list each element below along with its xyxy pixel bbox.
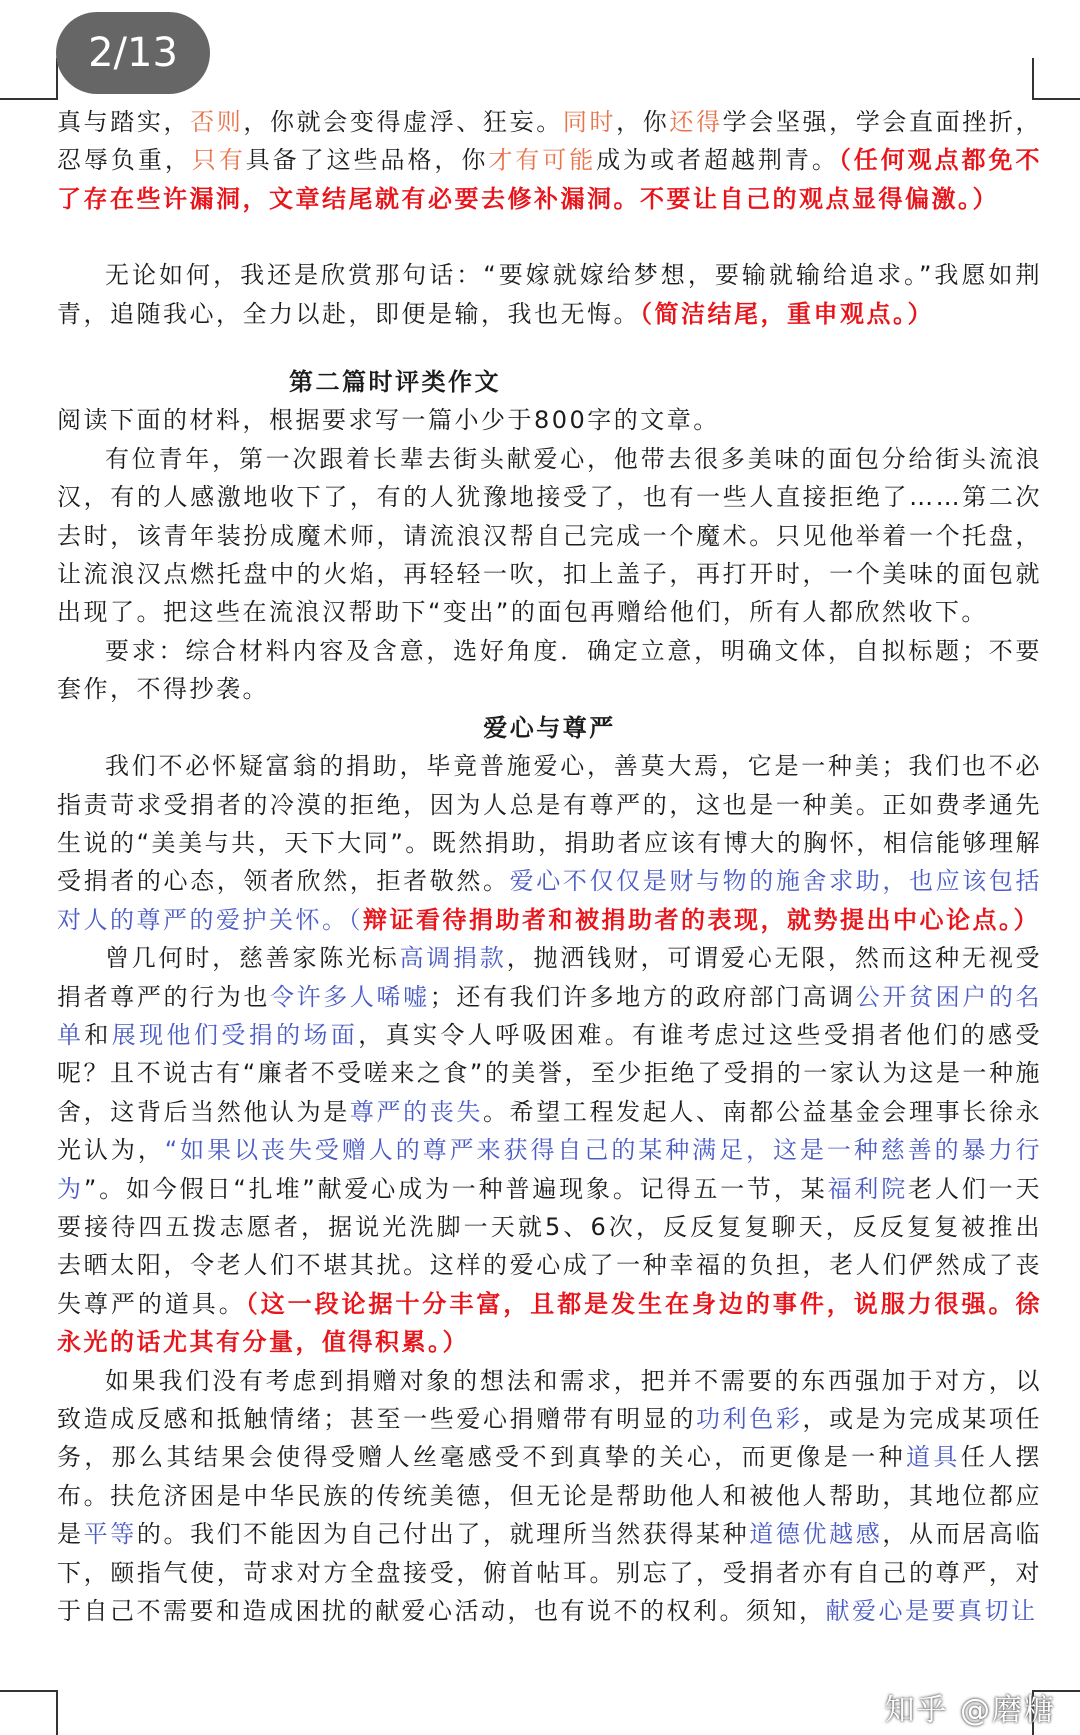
text-run: 和 <box>84 1020 112 1049</box>
highlight-quote: “如果以丧失受赠人的尊严来获得自己的某种满足，这是一种慈善的暴力行为 <box>57 1136 1043 1203</box>
highlight-phrase: 福利院 <box>827 1174 909 1203</box>
prompt-requirements: 要求：综合材料内容及含意，选好角度．确定立意，明确文体，自拟标题；不要套作，不得抄袭。 <box>57 636 1042 704</box>
document-body <box>57 103 1042 1630</box>
text-run: 。希望工程发起人、南都公益基金会理事长徐永光认为， <box>57 1097 1042 1165</box>
text-run: ，或是为完成某项任务，那么其结果会使得受赠人丝毫感受不到真挚的关心，而更像是一种 <box>57 1405 1042 1472</box>
highlight-transition-word: 才有可能 <box>488 146 597 175</box>
highlight-phrase: 献爱心是要真切让 <box>825 1597 1038 1626</box>
text-run: ，真实令人呼吸困难。有谁考虑过这些受捐者他们的感受呢？且不说古有“廉者不受嗟来之食”的美誉，至少拒绝了受捐的一家认为这是一种施舍，这背后当然他认为是 <box>57 1020 1043 1126</box>
teacher-comment: （简洁结尾，重申观点。） <box>640 299 934 328</box>
highlight-phrase: 令许多人唏嘘 <box>270 982 430 1011</box>
text-run: ；还有我们许多地方的政府部门高调 <box>429 982 856 1011</box>
text-run: ，抛洒钱财，可谓爱心无限，然而这种无视受捐者尊严的行为也 <box>57 944 1043 1011</box>
text-run: 具备了这些品格，你 <box>245 146 489 175</box>
text-run: 任人摆布。扶危济困是中华民族的传统美德，但无论是帮助他人和被他人帮助，其地位都应是 <box>57 1443 1043 1549</box>
highlight-transition-word: 同时 <box>562 108 617 136</box>
teacher-comment: （任何观点都免不了存在些许漏洞，文章结尾就有必要去修补漏洞。不要让自己的观点显得偏激。） <box>57 146 1043 213</box>
teacher-comment: 辩证看待捐助者和被捐助者的表现，就势提出中心论点。） <box>363 905 1040 934</box>
highlight-transition-word: 否则 <box>190 108 244 136</box>
essay-paragraph-2 <box>57 939 1042 1361</box>
section-heading: 第二篇时评类作文 <box>289 368 501 397</box>
page-counter: 2/13 <box>56 12 210 94</box>
essay-title: 爱心与尊严 <box>483 713 616 742</box>
highlight-phrase: 平等 <box>83 1520 137 1549</box>
highlight-phrase: 道德优越感 <box>749 1520 883 1549</box>
text-run: （ <box>348 905 363 934</box>
text-run: 学会坚强，学会直面挫折，忍辱负重， <box>57 108 1042 175</box>
highlight-phrase: 道具 <box>905 1443 961 1472</box>
text-run: ，你就会变得虚浮、狂妄。 <box>243 108 563 136</box>
highlight-phrase: 展现他们受捐的场面 <box>111 1020 359 1049</box>
highlight-phrase: 功利色彩 <box>696 1405 803 1433</box>
crop-mark-bottom-left <box>0 1690 58 1735</box>
essay-paragraph-3 <box>57 1362 1042 1631</box>
highlight-thesis: 爱心不仅仅是财与物的施舍求助，也应该包括对人的尊严的爱护关怀。 <box>57 867 1042 934</box>
prompt-material: 有位青年，第一次跟着长辈去街头献爱心，他带去很多美味的面包分给街头流浪汉，有的人感激地收下了，有的人犹豫地接受了，也有一些人直接拒绝了……第二次去时，该青年装扮成魔术师，请流浪汉帮自己完成一个魔术。只见他举着一个托盘，让流浪汉点燃托盘中的火焰，再轻轻一吹，扣上盖子，再打开时，一个美味的面包就出现了。把这些在流浪汉帮助下“变出”的面包再赠给他们，所有人都欣然收下。 <box>57 444 1042 627</box>
text-run: 如果我们没有考虑到捐赠对象的想法和需求，把并不需要的东西强加于对方，以致造成反感和抵触情绪；甚至一些爱心捐赠带有明显的 <box>57 1366 1042 1433</box>
highlight-phrase: 高调捐款 <box>399 944 507 973</box>
highlight-transition-word: 还得 <box>669 108 723 136</box>
prompt-intro: 阅读下面的材料，根据要求写一篇小少于800字的文章。 <box>57 406 720 435</box>
crop-mark-top-right <box>1032 58 1080 100</box>
zhihu-watermark: 知乎 @磨糖 <box>884 1693 1056 1728</box>
teacher-comment: （这一段论据十分丰富，且都是发生在身边的事件，说服力很强。徐永光的话尤其有分量，值得积累。） <box>57 1289 1043 1357</box>
text-run: 的。我们不能因为自己付出了，就理所当然获得某种 <box>136 1520 750 1549</box>
text-run: 我们不必怀疑富翁的捐助，毕竟普施爱心，善莫大焉，它是一种美；我们也不必指责苛求受捐者的冷漠的拒绝，因为人总是有尊严的，这也是一种美。正如费孝通先生说的“美美与共，天下大同”。既然捐助，捐助者应该有博大的胸怀，相信能够理解受捐者的心态，领者欣然，拒者敬然。 <box>57 752 1042 896</box>
text-run: ，从而居高临下，颐指气使，苛求对方全盘接受，俯首帖耳。别忘了，受捐者亦有自己的尊严，对于自己不需要和造成困扰的献爱心活动，也有说不的权利。须知， <box>57 1520 1042 1626</box>
essay-paragraph-1 <box>57 747 1042 939</box>
text-run: 无论如何，我还是欣赏那句话：“要嫁就嫁给梦想，要输就输给追求。”我愿如荆青，追随我心，全力以赴，即便是输，我也无悔。 <box>57 261 1042 328</box>
highlight-transition-word: 只有 <box>191 146 246 175</box>
text-run: ”。如今假日“扎堆”献爱心成为一种普遍现象。记得五一节，某 <box>83 1174 828 1203</box>
text-run: 成为或者超越荆青。 <box>596 146 839 175</box>
text-run: ，你 <box>616 108 670 136</box>
text-run: 曾几何时，慈善家陈光标 <box>105 944 400 973</box>
paragraph-conclusion-part <box>57 103 1042 218</box>
paragraph-final <box>57 256 1042 333</box>
crop-mark-top-left <box>0 58 58 100</box>
highlight-phrase: 尊严的丧失 <box>349 1097 483 1126</box>
text-run: 老人们一天要接待四五拨志愿者，据说光洗脚一天就5、6次，反反复复聊天，反反复复被推出去晒太阳，令老人们不堪其扰。这样的爱心成了一种幸福的负担，老人们俨然成了丧失尊严的道具。 <box>57 1174 1042 1318</box>
text-run: 真与踏实， <box>57 108 191 136</box>
highlight-phrase: 公开贫困户的名单 <box>57 982 1042 1049</box>
